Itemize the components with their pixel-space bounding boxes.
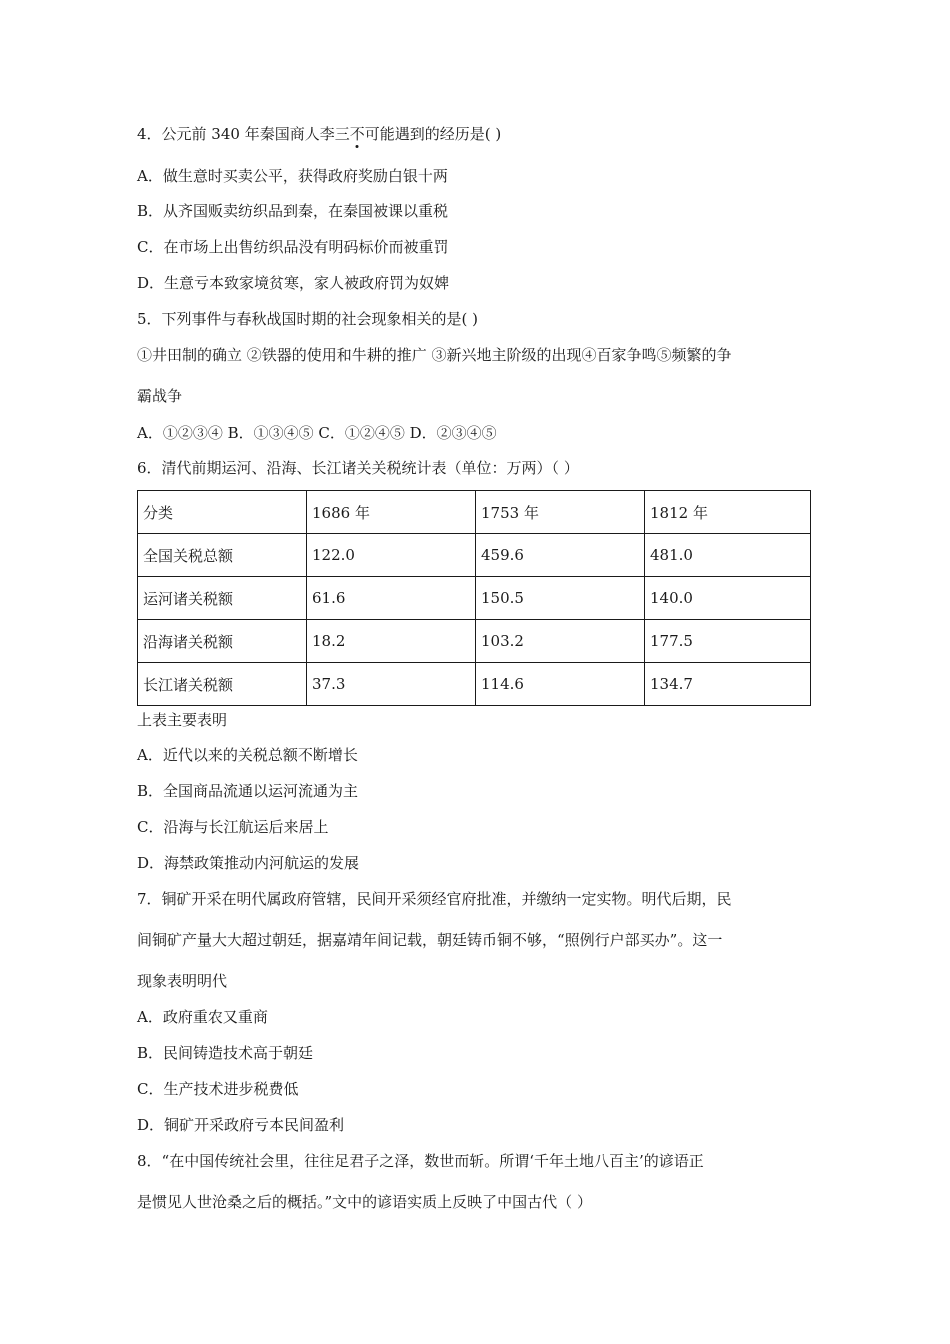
question-4-stem-text: 4．公元前 340 年秦国商人李三: [137, 125, 350, 143]
question-7-stem-cont: 间铜矿产量大大超过朝廷，据嘉靖年间记载，朝廷铸币铜不够，“照例行户部买办”。这一: [137, 931, 723, 949]
question-6-option-b: B．全国商品流通以运河流通为主: [137, 782, 359, 800]
table-cell: 122.0: [307, 534, 476, 577]
table-cell: 177.5: [645, 620, 811, 663]
table-cell: 114.6: [476, 663, 645, 706]
question-5-stem: 5．下列事件与春秋战国时期的社会现象相关的是( ): [137, 310, 479, 328]
question-4-option-a: A．做生意时买卖公平，获得政府奖励白银十两: [137, 167, 448, 185]
question-7-option-c: C．生产技术进步税费低: [137, 1080, 299, 1098]
table-cell: 长江诸关税额: [138, 663, 307, 706]
table-row: [138, 577, 811, 620]
question-6-note: 上表主要表明: [137, 711, 228, 729]
table-cell: 37.3: [307, 663, 476, 706]
question-7-stem-cont: 现象表明明代: [137, 972, 228, 990]
tariff-table: [137, 490, 811, 706]
table-header-row: [138, 491, 811, 534]
question-4-option-c: C．在市场上出售纺织品没有明码标价而被重罚: [137, 238, 449, 256]
question-8-stem: 8．“在中国传统社会里，往往足君子之泽，数世而斩。所谓‘千年土地八百主’的谚语正: [137, 1152, 704, 1170]
question-6-option-d: D．海禁政策推动内河航运的发展: [137, 854, 360, 872]
table-cell: 103.2: [476, 620, 645, 663]
table-cell: 18.2: [307, 620, 476, 663]
table-cell: 459.6: [476, 534, 645, 577]
question-8-stem-cont: 是惯见人世沧桑之后的概括。”文中的谚语实质上反映了中国古代（ ）: [137, 1193, 592, 1211]
table-cell: 150.5: [476, 577, 645, 620]
question-4-option-b: B．从齐国贩卖纺织品到秦，在秦国被课以重税: [137, 202, 449, 220]
question-4-option-d: D．生意亏本致家境贫寒，家人被政府罚为奴婢: [137, 274, 450, 292]
question-4-stem: [137, 124, 501, 144]
table-cell: 运河诸关税额: [138, 577, 307, 620]
question-4-stem-tail: 可能遇到的经历是( ): [364, 125, 502, 143]
table-cell: 140.0: [645, 577, 811, 620]
table-cell: 134.7: [645, 663, 811, 706]
table-header-cell: 分类: [138, 491, 307, 534]
table-header-cell: 1753 年: [476, 491, 645, 534]
question-6-option-a: A．近代以来的关税总额不断增长: [137, 746, 358, 764]
question-7-option-d: D．铜矿开采政府亏本民间盈利: [137, 1116, 345, 1134]
table-header-cell: 1686 年: [307, 491, 476, 534]
question-7-option-b: B．民间铸造技术高于朝廷: [137, 1044, 314, 1062]
question-4-emphasis: 不: [349, 125, 365, 143]
question-5-items-cont: 霸战争: [137, 387, 183, 405]
table-cell: 全国关税总额: [138, 534, 307, 577]
table-cell: 61.6: [307, 577, 476, 620]
table-cell: 沿海诸关税额: [138, 620, 307, 663]
table-header-cell: 1812 年: [645, 491, 811, 534]
question-6-option-c: C．沿海与长江航运后来居上: [137, 818, 329, 836]
question-5-options: A．①②③④ B．①③④⑤ C．①②④⑤ D．②③④⑤: [137, 424, 497, 442]
question-7-stem: 7．铜矿开采在明代属政府管辖，民间开采须经官府批准，并缴纳一定实物。明代后期，民: [137, 890, 732, 908]
table-row: [138, 663, 811, 706]
question-6-stem: 6．清代前期运河、沿海、长江诸关关税统计表（单位：万两）（ ）: [137, 459, 579, 477]
question-7-option-a: A．政府重农又重商: [137, 1008, 268, 1026]
table-cell: 481.0: [645, 534, 811, 577]
question-5-items: ①井田制的确立 ②铁器的使用和牛耕的推广 ③新兴地主阶级的出现④百家争鸣⑤频繁的争: [137, 346, 732, 364]
table-row: [138, 534, 811, 577]
table-row: [138, 620, 811, 663]
